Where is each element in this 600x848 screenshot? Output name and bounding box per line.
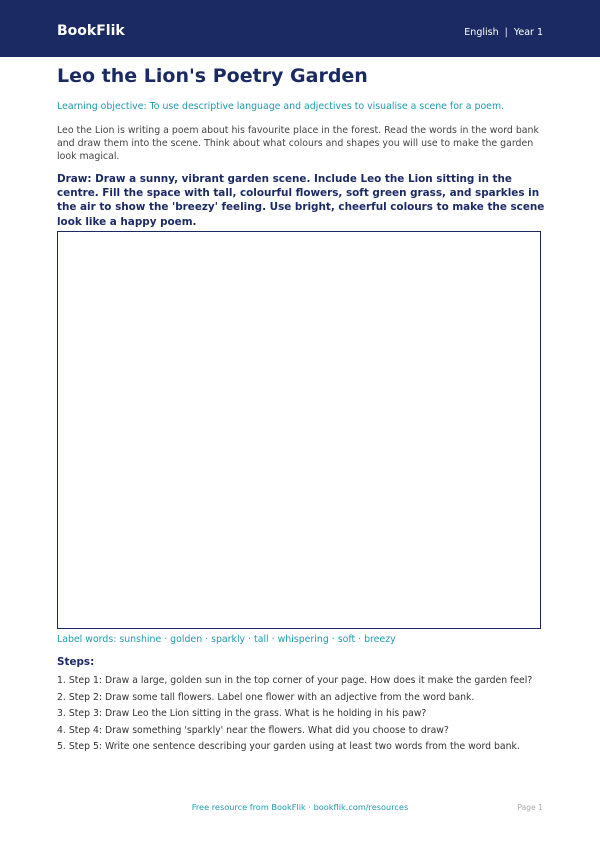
drawing-area[interactable] bbox=[57, 231, 541, 629]
steps-heading: Steps: bbox=[57, 656, 95, 668]
subject-year-meta bbox=[464, 27, 543, 39]
steps-list bbox=[57, 675, 547, 758]
step-item: 5. Step 5: Write one sentence describing your garden using at least two words from the word bank. bbox=[57, 741, 520, 752]
step-item: 4. Step 4: Draw something 'sparkly' near the flowers. What did you choose to draw? bbox=[57, 724, 449, 736]
step-item: 3. Step 3: Draw Leo the Lion sitting in the grass. What is he holding in his paw? bbox=[57, 708, 427, 719]
label-word-bank: Label words: sunshine · golden · sparkly · tall · whispering · soft · breezy bbox=[57, 634, 396, 645]
page-number: Page 1 bbox=[517, 803, 543, 812]
year-label: Year 1 bbox=[513, 27, 543, 38]
subject-label: English bbox=[464, 27, 499, 38]
step-item: 1. Step 1: Draw a large, golden sun in the top corner of your page. How does it make the garden feel? bbox=[57, 675, 533, 686]
draw-instruction: Draw: Draw a sunny, vibrant garden scene. Include Leo the Lion sitting in the centre. Fill the space with tall, colourful flowers, soft green grass, and sparkles in the air to show the 'breezy' feeling. Use bright, cheerful colours to make the scene look like a happy poem. bbox=[57, 173, 545, 228]
brand-logo-text[interactable]: BookFlik bbox=[57, 23, 125, 39]
intro-paragraph: Leo the Lion is writing a poem about his favourite place in the forest. Read the words in the word bank and draw them into the scene. Think about what colours and shapes you will use to make the garden look magical. bbox=[57, 125, 539, 163]
header-bar bbox=[0, 0, 600, 57]
learning-objective: Learning objective: To use descriptive language and adjectives to visualise a scene for a poem. bbox=[57, 101, 505, 112]
step-item: 2. Step 2: Draw some tall flowers. Label one flower with an adjective from the word bank. bbox=[57, 691, 475, 703]
page-title: Leo the Lion's Poetry Garden bbox=[57, 65, 368, 87]
footer-resource-link[interactable]: Free resource from BookFlik · bookflik.com/resources bbox=[191, 802, 409, 812]
meta-separator: | bbox=[504, 27, 508, 38]
